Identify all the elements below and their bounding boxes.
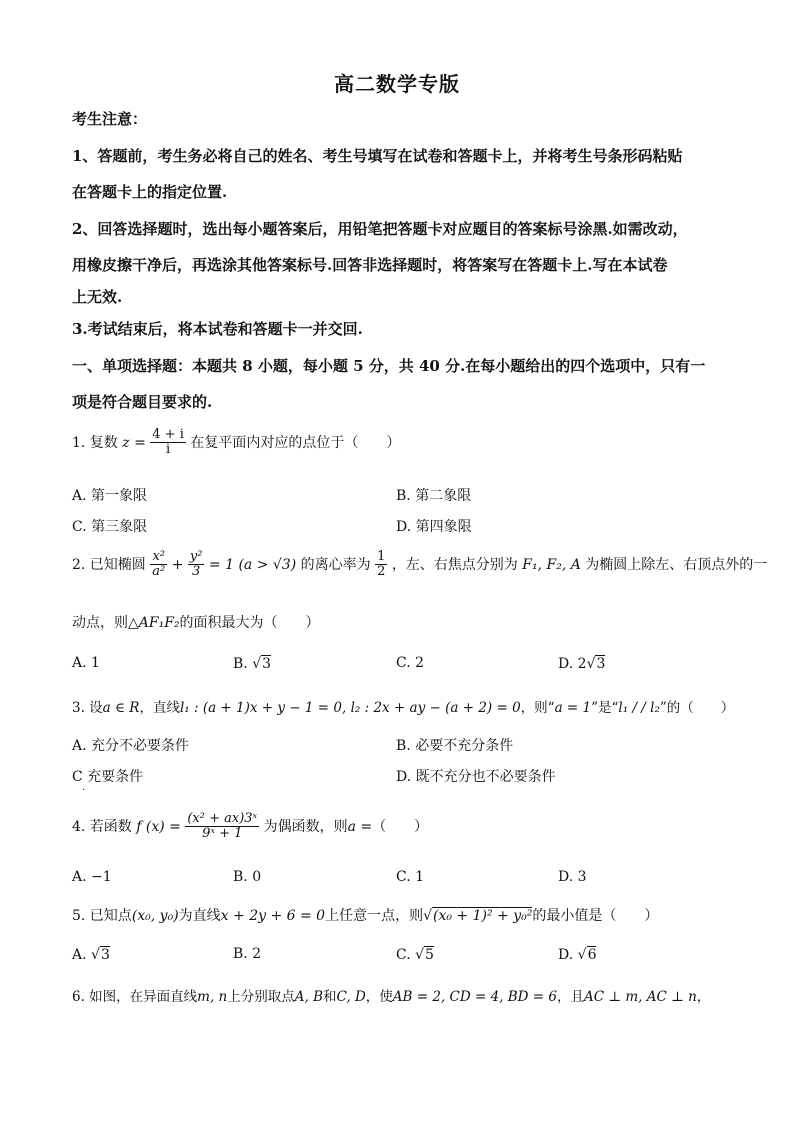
q4-denominator: 9ˣ + 1 — [202, 826, 243, 842]
q4-option-a: A. −1 — [72, 869, 112, 885]
question-3 — [72, 696, 735, 716]
q2-y-denominator: 3 — [192, 564, 201, 580]
q2-line2-tail: 的面积最大为（ ） — [179, 615, 320, 631]
notice-item-2-line-3: 上无效. — [72, 288, 123, 306]
q5-expression: (x₀ + 1)² + y₀² — [433, 908, 533, 924]
q3-option-a: A. 充分不必要条件 — [72, 738, 190, 754]
q2-tail-text-2: 为椭圆上除左、右顶点外的一 — [585, 556, 768, 573]
q5-prefix: 5. 已知点 — [72, 908, 132, 924]
q2-x-denominator: a² — [152, 564, 166, 580]
q2-option-d: D. 2√3 — [558, 656, 606, 672]
q2-option-c: C. 2 — [396, 655, 425, 671]
q1-suffix: 在复平面内对应的点位于（ ） — [190, 434, 401, 451]
q5-line: x + 2y + 6 = 0 — [220, 908, 326, 924]
question-2-line-1 — [72, 549, 768, 580]
q6-end: ， — [696, 989, 711, 1005]
q2-mid-text: 的离心率为 — [300, 556, 371, 573]
section-1-heading-line-2: 项是符合题目要求的. — [72, 393, 213, 411]
q2-equals: = 1 — [208, 556, 234, 573]
q2-option-b-value: 3 — [262, 656, 272, 672]
question-6 — [72, 985, 722, 1005]
q2-tail-text: ，左、右焦点分别为 — [391, 556, 518, 573]
q2-e-denominator: 2 — [377, 564, 386, 580]
q5-option-c-label: C. — [396, 947, 411, 963]
q1-z: z = — [122, 434, 146, 451]
q4-fraction — [185, 812, 259, 842]
q4-tail: 为偶函数，则 — [263, 818, 348, 835]
notice-heading: 考生注意： — [72, 110, 148, 128]
page-title: 高二数学专版 — [334, 72, 460, 96]
q5-option-c: C. √5 — [396, 947, 434, 963]
q3-option-c: C 充要条件 — [72, 769, 144, 785]
section-1-heading-line-1: 一、单项选择题：本题共 8 小题，每小题 5 分，共 40 分.在每小题给出的四个选项中，只有一 — [72, 357, 706, 375]
q4-tail2: （ ） — [372, 818, 429, 835]
q5-option-a-label: A. — [72, 947, 87, 963]
q3-prefix: 3. 设 — [72, 700, 103, 716]
q3-mid2: ”是“ — [591, 700, 619, 716]
q5-option-d-label: D. — [558, 947, 574, 963]
q3-cond1: a = 1 — [554, 700, 592, 716]
q2-option-d-coef: 2 — [577, 656, 587, 672]
q2-eccentricity-fraction — [375, 550, 387, 580]
q5-option-b: B. 2 — [233, 946, 262, 962]
q3-tail: ，则“ — [520, 700, 555, 716]
q3-cond2: l₁ / / l₂ — [618, 700, 660, 716]
q5-option-a: A. √3 — [72, 947, 110, 963]
notice-item-2-line-1: 2、回答选择题时，选出每小题答案后，用铅笔把答题卡对应题目的答案标号涂黑.如需改动， — [72, 220, 688, 238]
q6-lengths: AB = 2, CD = 4, BD = 6 — [392, 989, 557, 1005]
q2-e-numerator: 1 — [377, 549, 386, 564]
q6-tail: ，且 — [556, 989, 584, 1005]
q6-mn: m, n — [197, 989, 228, 1005]
q1-numerator: 4 + i — [152, 427, 184, 442]
q5-option-d-value: 6 — [587, 947, 597, 963]
q6-perpendicular: AC ⊥ m, AC ⊥ n — [583, 989, 697, 1005]
question-1 — [72, 428, 722, 458]
question-2-line-2 — [72, 612, 722, 632]
q1-option-c: C. 第三象限 — [72, 519, 148, 535]
q5-tail: 上任意一点，则 — [325, 908, 424, 924]
q5-option-a-value: 3 — [100, 947, 110, 963]
q4-option-d: D. 3 — [558, 869, 587, 885]
q2-y-fraction — [188, 550, 205, 580]
q2-option-d-value: 3 — [596, 656, 606, 672]
q2-line2-text: 动点，则△ — [72, 615, 139, 631]
q2-triangle: AF₁F₂ — [138, 615, 180, 631]
q4-prefix: 4. 若函数 — [72, 818, 132, 835]
notice-item-1-line-1: 1、答题前，考生务必将自己的姓名、考生号填写在试卷和答题卡上，并将考生号条形码粘贴 — [72, 147, 683, 165]
q5-option-c-value: 5 — [425, 947, 434, 963]
stray-mark: · — [82, 785, 86, 796]
q2-x-fraction — [150, 550, 167, 580]
notice-item-1-line-2: 在答题卡上的指定位置. — [72, 183, 228, 201]
q2-plus: + — [171, 556, 184, 573]
q4-function: f (x) = — [136, 818, 181, 835]
q2-option-d-label: D. — [558, 656, 574, 672]
q3-a-in-r: a ∈ R — [102, 700, 140, 716]
q2-option-a: A. 1 — [72, 655, 100, 671]
q2-prefix: 2. 已知椭圆 — [72, 556, 146, 573]
q6-mid2: ，使 — [365, 989, 393, 1005]
q3-tail2: ”的（ ） — [659, 700, 735, 716]
q2-y-numerator: y² — [189, 549, 203, 564]
q3-option-b: B. 必要不充分条件 — [396, 738, 514, 754]
q3-mid: ，直线 — [139, 700, 180, 716]
q6-ab: A, B — [294, 989, 324, 1005]
q6-and: 和 — [323, 989, 337, 1005]
q5-option-d: D. √6 — [558, 947, 597, 963]
q5-point: (x₀, y₀) — [131, 908, 179, 924]
q3-lines: l₁ : (a + 1)x + y − 1 = 0, l₂ : 2x + ay − (a + 2) = 0 — [179, 700, 521, 716]
q1-option-d: D. 第四象限 — [396, 519, 472, 535]
question-5: 5. 已知点(x₀, y₀)为直线x + 2y + 6 = 0上任意一点，则√(x₀ + 1)² + y₀²的最小值是（ ） — [72, 908, 659, 924]
q1-option-b: B. 第二象限 — [396, 488, 472, 504]
q4-a-eq: a = — [347, 818, 373, 835]
q1-fraction — [150, 428, 186, 458]
q6-cd: C, D — [336, 989, 366, 1005]
notice-item-2-line-2: 用橡皮擦干净后，再选涂其他答案标号.回答非选择题时，将答案写在答题卡上.写在本试卷 — [72, 256, 668, 274]
q2-foci: F₁, F₂, A — [522, 556, 581, 573]
q1-denominator: i — [165, 442, 171, 458]
q2-option-b-label: B. — [233, 656, 248, 672]
q2-condition: (a > √3) — [238, 556, 297, 573]
q2-x-numerator: x² — [150, 550, 167, 565]
q1-prefix: 1. 复数 — [72, 434, 118, 451]
q1-option-a: A. 第一象限 — [72, 488, 148, 504]
q6-mid: 上分别取点 — [227, 989, 295, 1005]
q2-option-b: B. √3 — [233, 656, 272, 672]
q6-prefix: 6. 如图，在异面直线 — [72, 989, 198, 1005]
question-4 — [72, 812, 722, 842]
q3-option-d: D. 既不充分也不必要条件 — [396, 769, 556, 785]
notice-item-3: 3.考试结束后，将本试卷和答题卡一并交回. — [72, 320, 363, 338]
q4-option-b: B. 0 — [233, 869, 262, 885]
q5-mid: 为直线 — [178, 908, 221, 924]
q5-tail2: 的最小值是（ ） — [532, 908, 659, 924]
q4-numerator: (x² + ax)3ˣ — [187, 811, 258, 826]
q4-option-c: C. 1 — [396, 869, 425, 885]
